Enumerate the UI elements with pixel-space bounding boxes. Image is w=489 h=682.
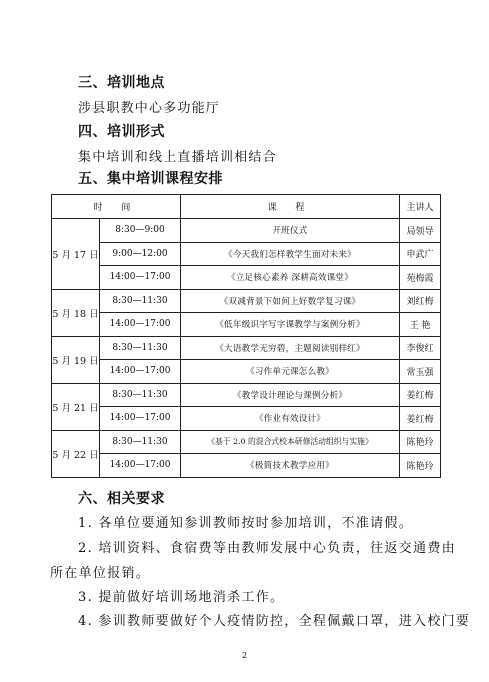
section-4-body: 集中培训和线上直播培训相结合 bbox=[78, 150, 277, 165]
section-4-heading: 四、培训形式 bbox=[78, 124, 165, 140]
lecturer-cell: 李俊红 bbox=[400, 336, 441, 360]
time-cell: 9:00—12:00 bbox=[100, 242, 181, 266]
schedule-table bbox=[51, 194, 441, 478]
course-cell: 《习作单元课怎么教》 bbox=[181, 360, 400, 384]
table-row bbox=[52, 360, 441, 384]
time-cell: 14:00—17:00 bbox=[100, 360, 181, 384]
header-time: 时 间 bbox=[52, 195, 181, 219]
table-row bbox=[52, 242, 441, 266]
lecturer-cell: 苑梅霞 bbox=[400, 266, 441, 290]
course-cell: 《作业有效设计》 bbox=[181, 407, 400, 431]
requirement-4: 4. 参训教师要做好个人疫情防控，全程佩戴口罩，进入校门要 bbox=[78, 614, 471, 629]
requirement-1: 1. 各单位要通知参训教师按时参加培训，不准请假。 bbox=[78, 516, 414, 531]
table-header-row bbox=[52, 195, 441, 219]
table-row bbox=[52, 289, 441, 313]
requirement-3: 3. 提前做好培训场地消杀工作。 bbox=[78, 590, 285, 605]
date-cell: 5 月 17 日 bbox=[52, 219, 100, 290]
table-row bbox=[52, 407, 441, 431]
header-lecturer: 主讲人 bbox=[400, 195, 441, 219]
page-number: 2 bbox=[241, 651, 248, 660]
lecturer-cell: 申武广 bbox=[400, 242, 441, 266]
table-row bbox=[52, 266, 441, 290]
time-cell: 8:30—11:30 bbox=[100, 383, 181, 407]
time-cell: 8:30—11:30 bbox=[100, 289, 181, 313]
table-row bbox=[52, 336, 441, 360]
requirement-2: 2. 培训资料、食宿费等由教师发展中心负责，往返交通费由 bbox=[78, 541, 456, 556]
lecturer-cell: 局领导 bbox=[400, 219, 441, 243]
table-row bbox=[52, 454, 441, 478]
time-cell: 14:00—17:00 bbox=[100, 266, 181, 290]
time-cell: 14:00—17:00 bbox=[100, 454, 181, 478]
course-cell: 开班仪式 bbox=[181, 219, 400, 243]
table-row bbox=[52, 430, 441, 454]
time-cell: 8:30—11:30 bbox=[100, 430, 181, 454]
date-cell: 5 月 19 日 bbox=[52, 336, 100, 383]
time-cell: 8:30—9:00 bbox=[100, 219, 181, 243]
course-cell: 《极简技术教学应用》 bbox=[181, 454, 400, 478]
course-cell: 《基于 2.0 的混合式校本研修活动组织与实施》 bbox=[181, 430, 400, 454]
lecturer-cell: 姜红梅 bbox=[400, 407, 441, 431]
header-course: 课 程 bbox=[181, 195, 400, 219]
date-cell: 5 月 21 日 bbox=[52, 383, 100, 430]
requirement-2-continued: 所在单位报销。 bbox=[50, 566, 151, 581]
section-5-heading: 五、集中培训课程安排 bbox=[78, 171, 223, 187]
lecturer-cell: 陈艳玲 bbox=[400, 430, 441, 454]
table-row bbox=[52, 313, 441, 337]
section-6-heading: 六、相关要求 bbox=[78, 491, 165, 507]
course-cell: 《今天我们怎样教学生面对未来》 bbox=[181, 242, 400, 266]
course-cell: 《大语教学无穷碧，主题阅读别样红》 bbox=[181, 336, 400, 360]
lecturer-cell: 常玉强 bbox=[400, 360, 441, 384]
lecturer-cell: 王 艳 bbox=[400, 313, 441, 337]
lecturer-cell: 姜红梅 bbox=[400, 383, 441, 407]
course-cell: 《立足核心素养 深耕高效课堂》 bbox=[181, 266, 400, 290]
lecturer-cell: 陈艳玲 bbox=[400, 454, 441, 478]
lecturer-cell: 刘红梅 bbox=[400, 289, 441, 313]
time-cell: 14:00—17:00 bbox=[100, 313, 181, 337]
date-cell: 5 月 18 日 bbox=[52, 289, 100, 336]
table-row bbox=[52, 219, 441, 243]
table-row bbox=[52, 383, 441, 407]
course-cell: 《教学设计理论与课例分析》 bbox=[181, 383, 400, 407]
section-3-heading: 三、培训地点 bbox=[78, 75, 165, 91]
time-cell: 8:30—11:30 bbox=[100, 336, 181, 360]
section-3-body: 涉县职教中心多功能厅 bbox=[78, 101, 221, 116]
course-cell: 《双减背景下如何上好数学复习课》 bbox=[181, 289, 400, 313]
date-cell: 5 月 22 日 bbox=[52, 430, 100, 477]
time-cell: 14:00—17:00 bbox=[100, 407, 181, 431]
course-cell: 《低年级识字写字课教学与案例分析》 bbox=[181, 313, 400, 337]
